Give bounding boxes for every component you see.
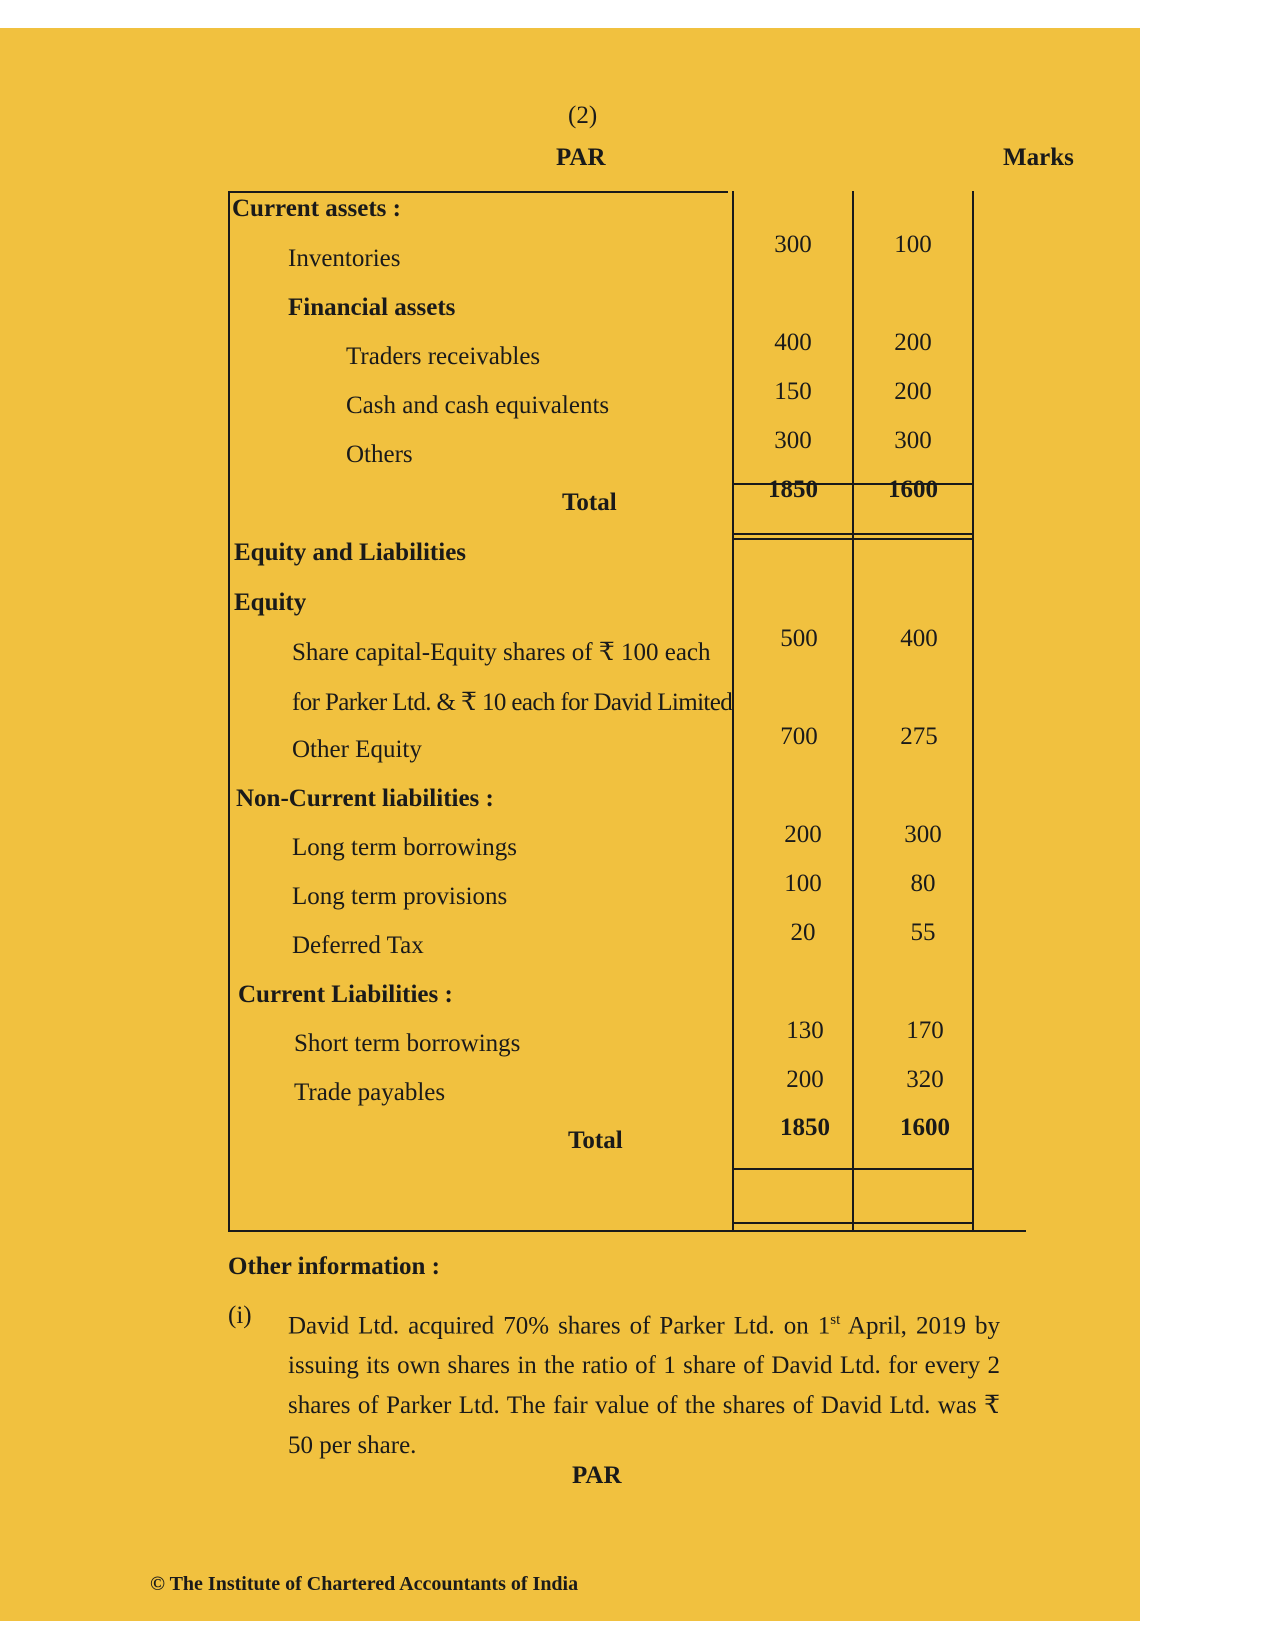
cash-equivalents-v1: 150: [774, 378, 812, 405]
liabilities-total-v1: 1850: [780, 1114, 830, 1141]
share-capital-v2: 400: [900, 625, 938, 652]
item-number: (i): [228, 1302, 252, 1329]
deferred-tax-v1: 20: [790, 919, 816, 946]
short-term-borrowings-label: Short term borrowings: [294, 1030, 521, 1057]
trade-payables-label: Trade payables: [294, 1079, 446, 1106]
inventories-v1: 300: [774, 231, 812, 258]
assets-total-v1: 1850: [768, 476, 818, 503]
short-term-borrowings-v1: 130: [786, 1017, 824, 1044]
short-term-borrowings-v2: 170: [906, 1017, 944, 1044]
other-information-heading: Other information :: [228, 1253, 441, 1280]
balance-sheet-table: [228, 191, 1026, 1232]
header-marks: Marks: [1003, 144, 1074, 171]
liabilities-total-label: Total: [568, 1127, 623, 1154]
traders-receivables-v1: 400: [774, 329, 812, 356]
trade-payables-v1: 200: [786, 1066, 824, 1093]
others-v2: 300: [894, 427, 932, 454]
inventories-label: Inventories: [288, 245, 401, 272]
inventories-v2: 100: [894, 231, 932, 258]
equity-label: Equity: [234, 589, 307, 616]
traders-receivables-label: Traders receivables: [346, 343, 541, 370]
header-par: PAR: [556, 144, 606, 171]
long-term-provisions-v1: 100: [784, 870, 822, 897]
cash-equivalents-v2: 200: [894, 378, 932, 405]
long-term-borrowings-label: Long term borrowings: [292, 834, 517, 861]
copyright-notice: © The Institute of Chartered Accountants of India: [150, 1573, 579, 1595]
share-capital-line2: for Parker Ltd. & ₹ 10 each for David Limited: [292, 689, 733, 716]
long-term-provisions-label: Long term provisions: [292, 883, 508, 910]
share-capital-line1: Share capital-Equity shares of ₹ 100 each: [292, 639, 711, 666]
current-liabilities-label: Current Liabilities :: [238, 981, 453, 1008]
trade-payables-v2: 320: [906, 1066, 944, 1093]
others-label: Others: [346, 441, 413, 468]
deferred-tax-label: Deferred Tax: [292, 932, 424, 959]
long-term-borrowings-v2: 300: [904, 821, 942, 848]
cash-equivalents-label: Cash and cash equivalents: [346, 392, 610, 419]
others-v1: 300: [774, 427, 812, 454]
footer-par: PAR: [572, 1462, 622, 1489]
non-current-liabilities-label: Non-Current liabilities :: [236, 785, 494, 812]
item-text: David Ltd. acquired 70% shares of Parker Ltd. on 1st April, 2019 by issuing its own shares in the ratio of 1 share of David Ltd. for every 2 shares of Parker Ltd. The fair value of the shares of David Ltd. was ₹ 50 per share.: [288, 1312, 1000, 1460]
deferred-tax-v2: 55: [910, 919, 936, 946]
current-assets-label: Current assets :: [232, 195, 401, 222]
financial-assets-label: Financial assets: [288, 294, 456, 321]
liabilities-total-v2: 1600: [900, 1114, 950, 1141]
other-equity-v1: 700: [780, 723, 818, 750]
assets-total-label: Total: [562, 489, 617, 516]
long-term-provisions-v2: 80: [910, 870, 936, 897]
long-term-borrowings-v1: 200: [784, 821, 822, 848]
page-number: (2): [568, 102, 598, 129]
traders-receivables-v2: 200: [894, 329, 932, 356]
share-capital-v1: 500: [780, 625, 818, 652]
other-equity-v2: 275: [900, 723, 938, 750]
other-equity-label: Other Equity: [292, 736, 422, 763]
assets-total-v2: 1600: [888, 476, 938, 503]
equity-liabilities-heading: Equity and Liabilities: [234, 539, 467, 566]
